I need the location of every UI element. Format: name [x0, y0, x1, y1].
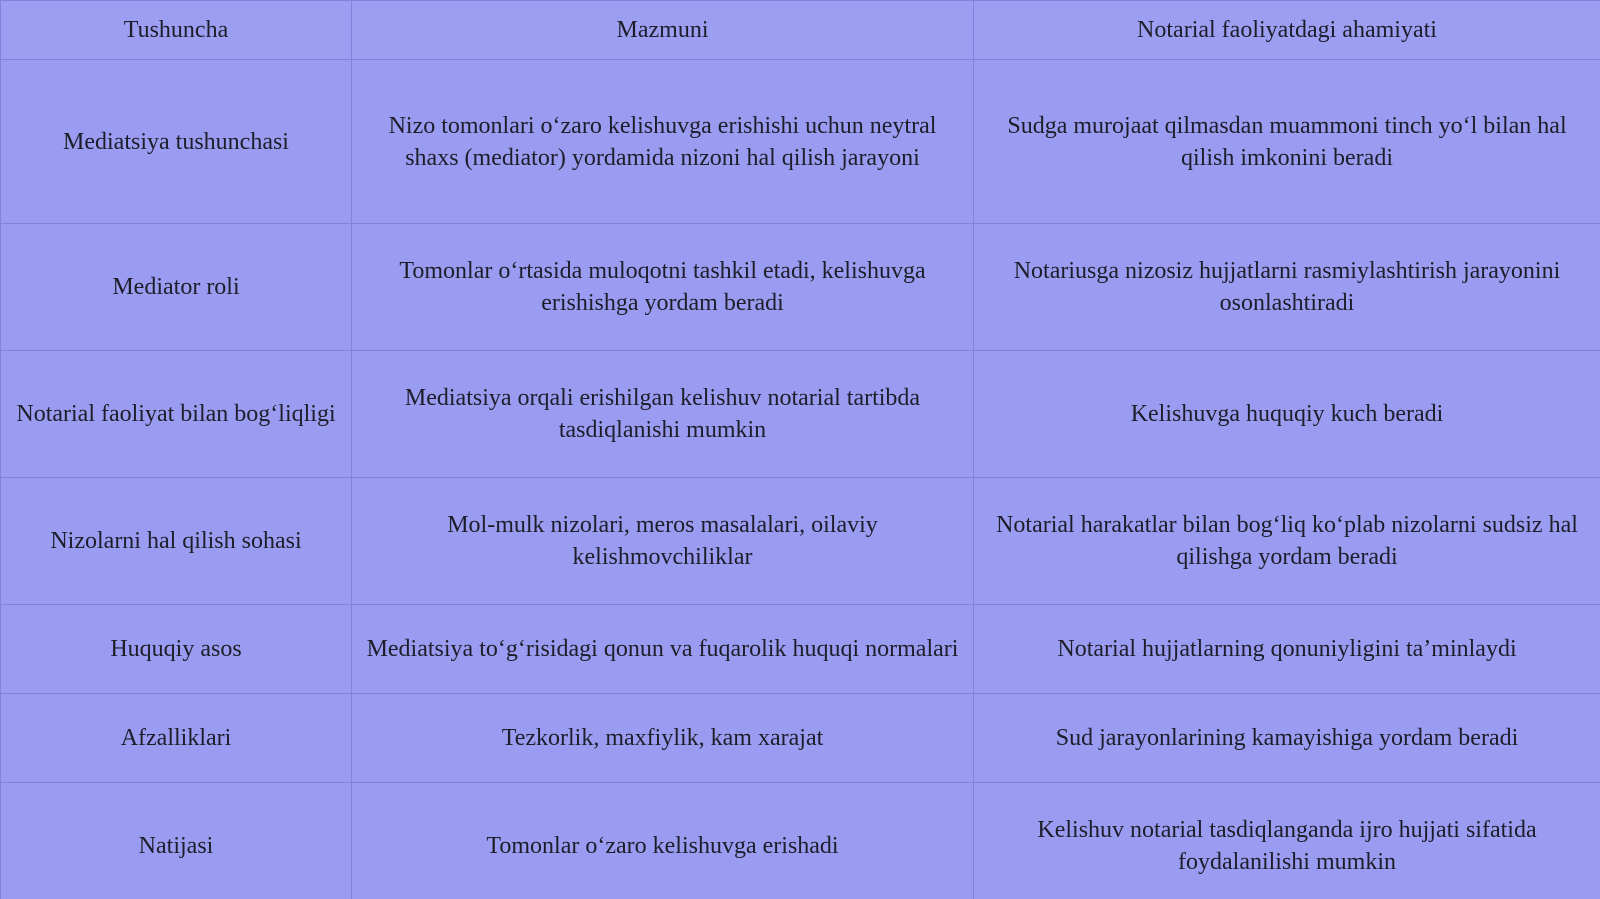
significance-cell: Notarial hujjatlarning qonuniyligini ta’minlaydi	[974, 605, 1600, 694]
header-content: Mazmuni	[352, 1, 974, 60]
concept-cell: Nizolarni hal qilish sohasi	[1, 478, 352, 605]
table-row	[1, 605, 1600, 694]
header-significance: Notarial faoliyatdagi ahamiyati	[974, 1, 1600, 60]
significance-cell: Notariusga nizosiz hujjatlarni rasmiylashtirish jarayonini osonlashtiradi	[974, 224, 1600, 351]
significance-cell: Sud jarayonlarining kamayishiga yordam beradi	[974, 694, 1600, 783]
table-row	[1, 783, 1600, 899]
content-cell: Mediatsiya to‘g‘risidagi qonun va fuqarolik huquqi normalari	[352, 605, 974, 694]
content-cell: Tomonlar o‘rtasida muloqotni tashkil etadi, kelishuvga erishishga yordam beradi	[352, 224, 974, 351]
content-cell: Nizo tomonlari o‘zaro kelishuvga erishishi uchun neytral shaxs (mediator) yordamida nizoni hal qilish jarayoni	[352, 60, 974, 224]
significance-cell: Notarial harakatlar bilan bog‘liq ko‘plab nizolarni sudsiz hal qilishga yordam beradi	[974, 478, 1600, 605]
concept-cell: Natijasi	[1, 783, 352, 899]
concept-cell: Mediatsiya tushunchasi	[1, 60, 352, 224]
header-concept: Tushuncha	[1, 1, 352, 60]
concept-cell: Huquqiy asos	[1, 605, 352, 694]
table-row	[1, 224, 1600, 351]
content-cell: Tomonlar o‘zaro kelishuvga erishadi	[352, 783, 974, 899]
table-header-row	[1, 1, 1600, 60]
significance-cell: Kelishuv notarial tasdiqlanganda ijro hujjati sifatida foydalanilishi mumkin	[974, 783, 1600, 899]
content-cell: Mol-mulk nizolari, meros masalalari, oilaviy kelishmovchiliklar	[352, 478, 974, 605]
content-cell: Tezkorlik, maxfiylik, kam xarajat	[352, 694, 974, 783]
content-cell: Mediatsiya orqali erishilgan kelishuv notarial tartibda tasdiqlanishi mumkin	[352, 351, 974, 478]
concept-cell: Notarial faoliyat bilan bog‘liqligi	[1, 351, 352, 478]
table-row	[1, 694, 1600, 783]
concept-cell: Afzalliklari	[1, 694, 352, 783]
table-row	[1, 478, 1600, 605]
significance-cell: Kelishuvga huquqiy kuch beradi	[974, 351, 1600, 478]
concept-cell: Mediator roli	[1, 224, 352, 351]
table-row	[1, 60, 1600, 224]
table-row	[1, 351, 1600, 478]
significance-cell: Sudga murojaat qilmasdan muammoni tinch yo‘l bilan hal qilish imkonini beradi	[974, 60, 1600, 224]
